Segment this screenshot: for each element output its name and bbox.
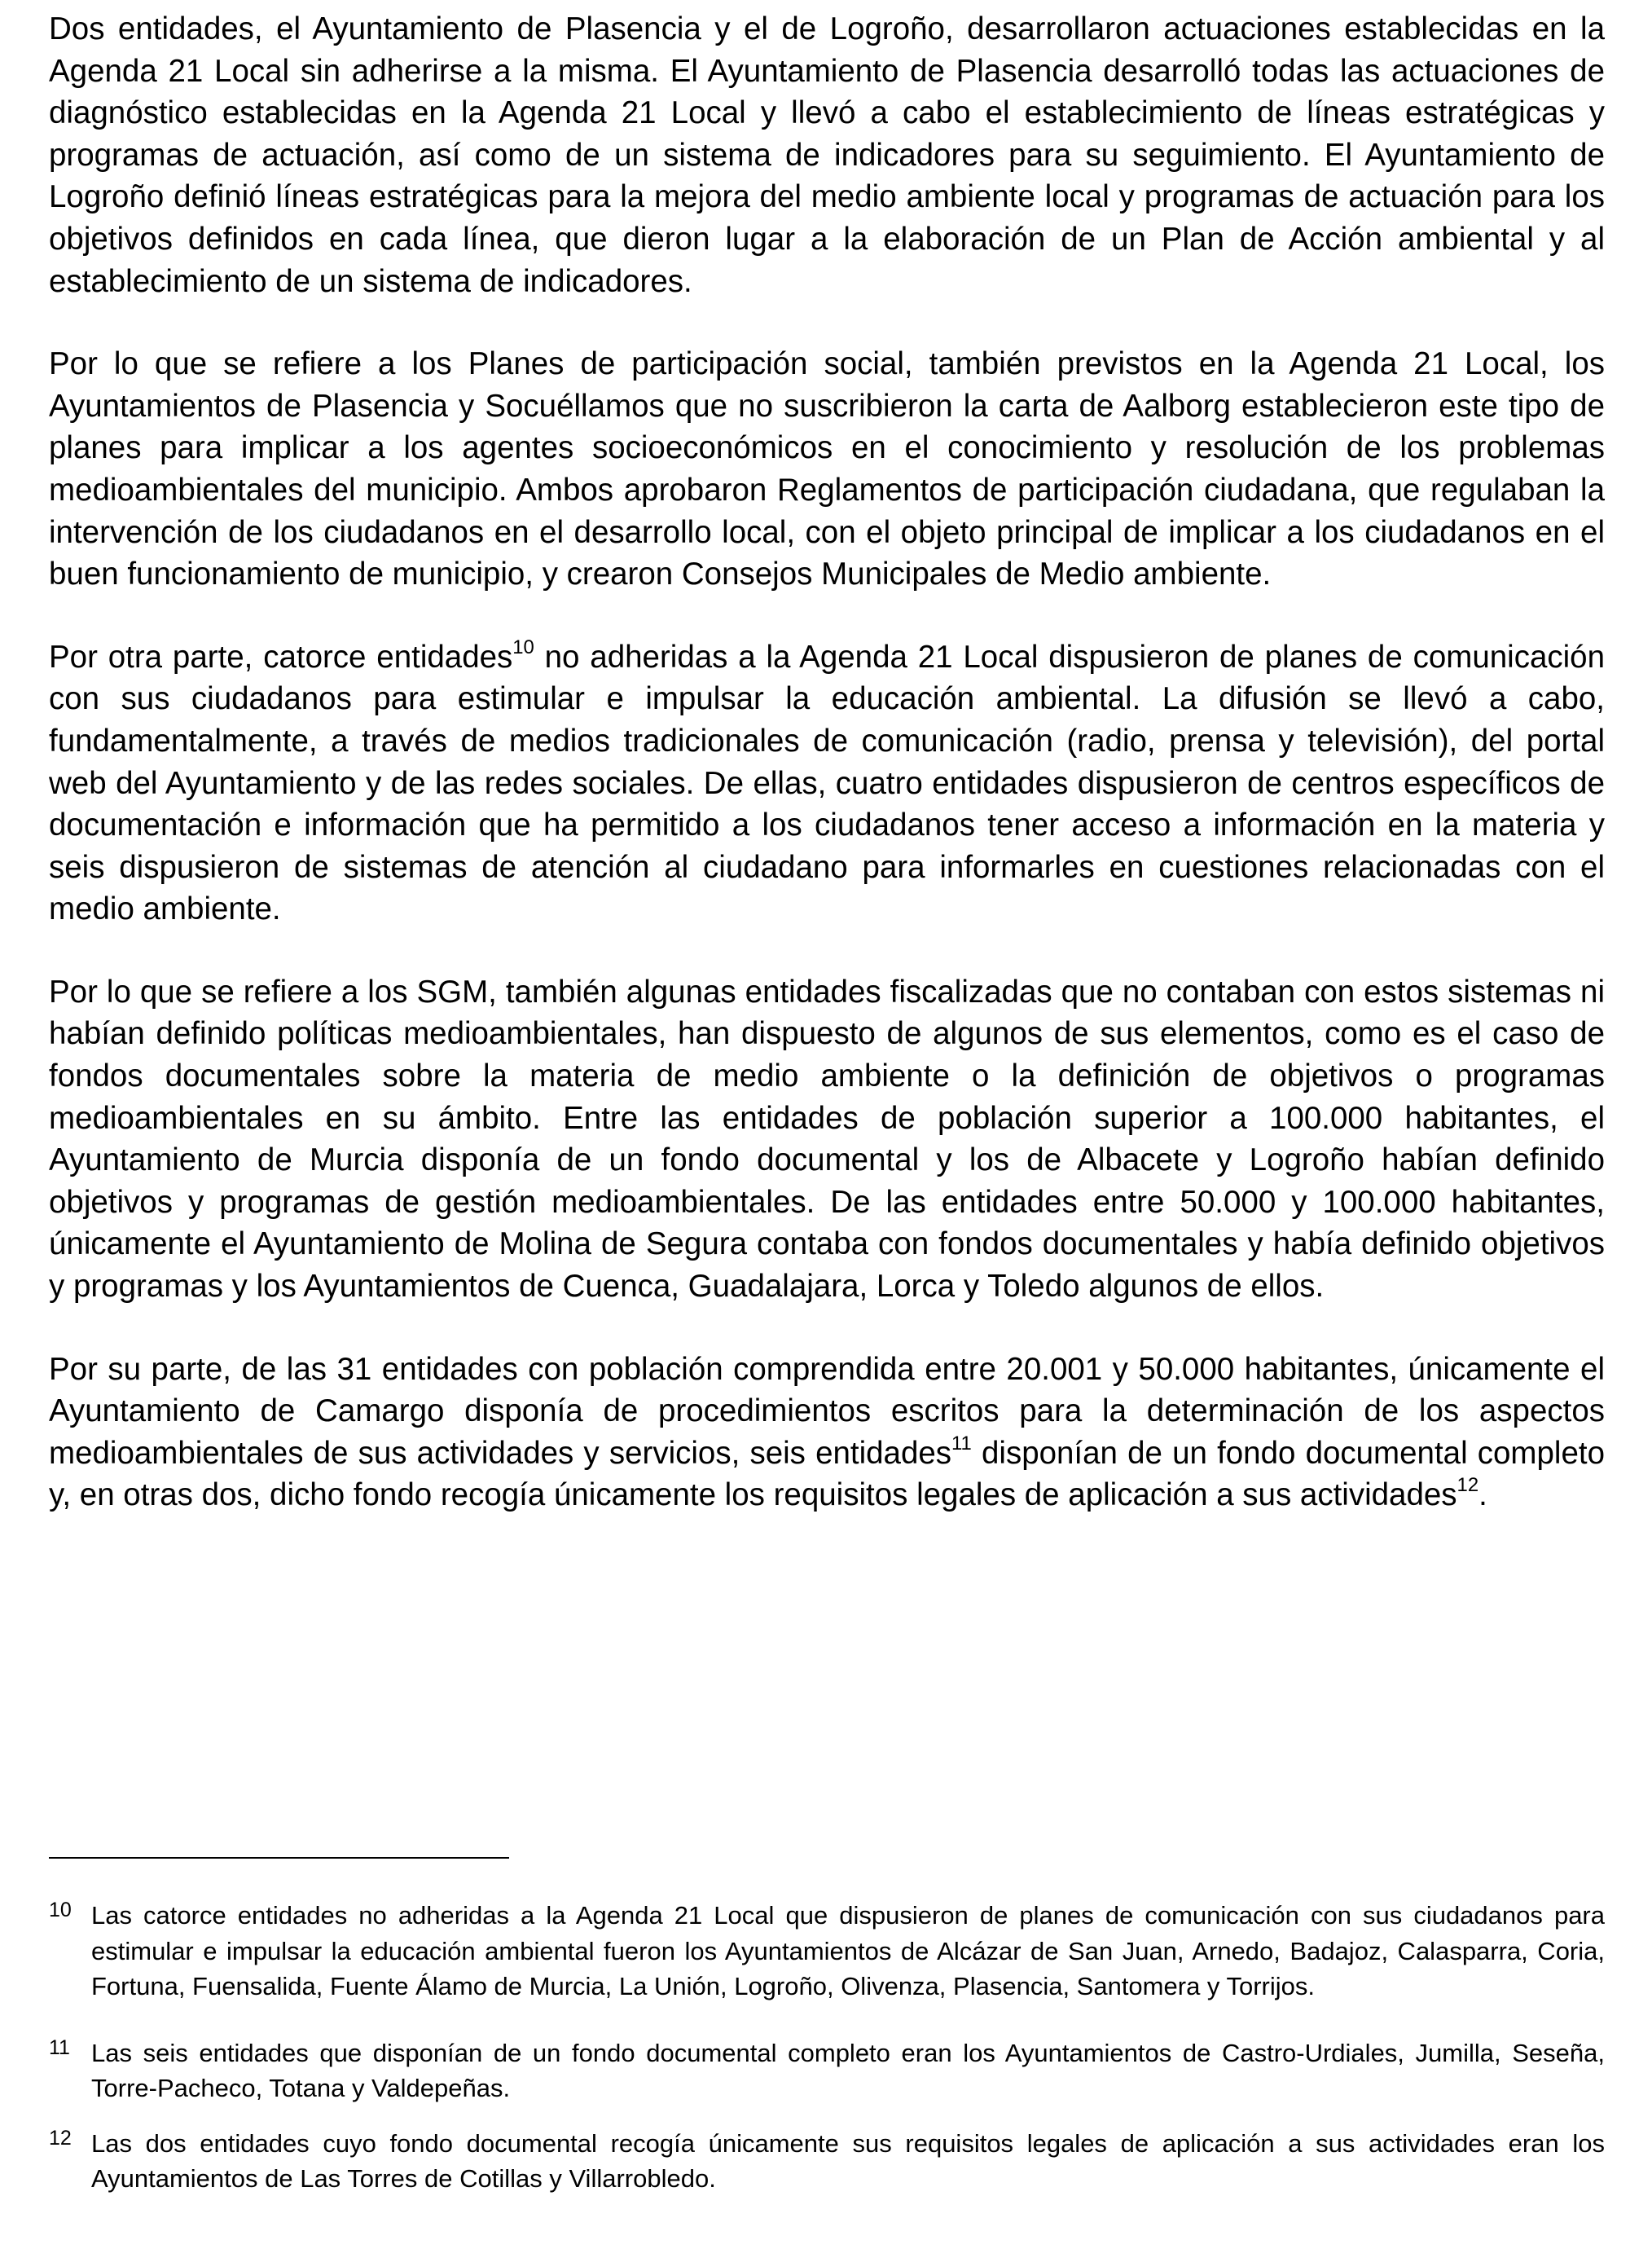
footnote-11 [49,2035,1605,2106]
paragraph-text: . [1478,1477,1487,1513]
footnote-divider [49,1857,509,1859]
document-body [49,8,1605,1557]
footnotes-section [49,1857,1605,2216]
footnote-number: 10 [49,1899,72,1921]
footnote-text: Las seis entidades que disponían de un fondo documental completo eran los Ayuntamientos de Castro-Urdiales, Jumilla, Seseña, Torre-Pacheco, Totana y Valdepeñas. [91,2038,1605,2102]
footnote-text: Las dos entidades cuyo fondo documental recogía únicamente sus requisitos legales de aplicación a sus actividades eran los Ayuntamientos de Las Torres de Cotillas y Villarrobledo. [91,2128,1605,2193]
footnote-ref-12[interactable]: 12 [1456,1474,1479,1497]
footnote-ref-11[interactable]: 11 [951,1432,972,1454]
paragraph-comunicacion [49,636,1605,931]
footnote-text: Las catorce entidades no adheridas a la Agenda 21 Local que dispusieron de planes de comunicación con sus ciudadanos para estimular e impulsar la educación ambiental fueron los Ayuntamientos de Alcázar de San Juan, Arnedo, Badajoz, Calasparra, Coria, Fortuna, Fuensalida, Fuente Álamo de Murcia, La Unión, Logroño, Olivenza, Plasencia, Santomera y Torrijos. [91,1901,1605,2000]
paragraph-text: Por otra parte, catorce entidades [49,639,513,675]
paragraph-text: disponían de un fondo documental completo y, en otras dos, dicho fondo recogía únicamente los requisitos legales de aplicación a sus actividades [49,1435,1605,1513]
footnote-10 [49,1898,1605,2005]
footnote-number: 11 [49,2035,70,2059]
paragraph-entidades-31 [49,1349,1605,1516]
paragraph-agenda-21: Dos entidades, el Ayuntamiento de Plasencia y el de Logroño, desarrollaron actuaciones establecidas en la Agenda 21 Local sin adherirse a la misma. El Ayuntamiento de Plasencia desarrolló todas las actuaciones de diagnóstico establecidas en la Agenda 21 Local y llevó a cabo el establecimiento de líneas estratégicas y programas de actuación, así como de un sistema de indicadores para su seguimiento. El Ayuntamiento de Logroño definió líneas estratégicas para la mejora del medio ambiente local y programas de actuación para los objetivos definidos en cada línea, que dieron lugar a la elaboración de un Plan de Acción ambiental y al establecimiento de un sistema de indicadores. [49,11,1605,299]
paragraph-text: Por su parte, de las 31 entidades con población comprendida entre 20.001 y 50.000 habitantes, únicamente el Ayuntamiento de Camargo disponía de procedimientos escritos para la determinación de los aspectos medioambientales de sus actividades y servicios, seis entidades [49,1351,1605,1471]
paragraph-participacion-social: Por lo que se refiere a los Planes de participación social, también previstos en la Agenda 21 Local, los Ayuntamientos de Plasencia y Socuéllamos que no suscribieron la carta de Aalborg establecieron este tipo de planes para implicar a los agentes socioeconómicos en el conocimiento y resolución de los problemas medioambientales del municipio. Ambos aprobaron Reglamentos de participación ciudadana, que regulaban la intervención de los ciudadanos en el desarrollo local, con el objeto principal de implicar a los ciudadanos en el buen funcionamiento de municipio, y crearon Consejos Municipales de Medio ambiente. [49,346,1605,592]
footnote-ref-10[interactable]: 10 [512,636,534,658]
footnote-number: 12 [49,2126,72,2150]
footnote-12 [49,2126,1605,2197]
paragraph-sgm: Por lo que se refiere a los SGM, también algunas entidades fiscalizadas que no contaban con estos sistemas ni habían definido políticas medioambientales, han dispuesto de algunos de sus elementos, como es el caso de fondos documentales sobre la materia de medio ambiente o la definición de objetivos o programas medioambientales en su ámbito. Entre las entidades de población superior a 100.000 habitantes, el Ayuntamiento de Murcia disponía de un fondo documental y los de Albacete y Logroño habían definido objetivos y programas de gestión medioambientales. De las entidades entre 50.000 y 100.000 habitantes, únicamente el Ayuntamiento de Molina de Segura contaba con fondos documentales y había definido objetivos y programas y los Ayuntamientos de Cuenca, Guadalajara, Lorca y Toledo algunos de ellos. [49,974,1605,1305]
paragraph-text: no adheridas a la Agenda 21 Local dispusieron de planes de comunicación con sus ciudadanos para estimular e impulsar la educación ambiental. La difusión se llevó a cabo, fundamentalmente, a través de medios tradicionales de comunicación (radio, prensa y televisión), del portal web del Ayuntamiento y de las redes sociales. De ellas, cuatro entidades dispusieron de centros específicos de documentación e información que ha permitido a los ciudadanos tener acceso a información en la materia y seis dispusieron de sistemas de atención al ciudadano para informarles en cuestiones relacionadas con el medio ambiente. [49,639,1605,927]
